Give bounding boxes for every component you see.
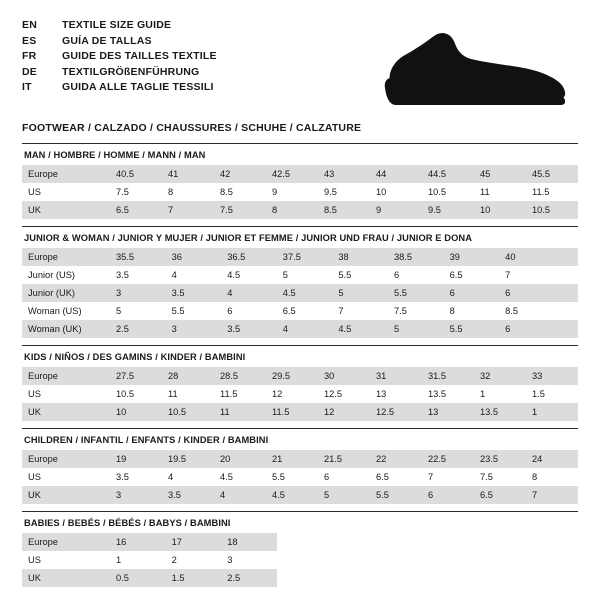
size-cell: 24	[526, 450, 578, 468]
language-code: DE	[22, 65, 37, 78]
table-row	[22, 320, 578, 338]
table-row	[22, 533, 578, 551]
size-cell: 2.5	[221, 569, 277, 587]
size-cell: 10.5	[428, 186, 447, 197]
size-cell: 3.5	[221, 320, 277, 338]
size-cell: 10.5	[116, 388, 135, 399]
language-row	[22, 80, 217, 96]
size-cell: 4.5	[227, 269, 241, 280]
size-cell: 31.5	[422, 367, 474, 385]
size-cell: 31	[370, 367, 422, 385]
size-cell: 11.5	[532, 186, 550, 197]
table-row	[22, 468, 578, 486]
dress-shoe-icon	[372, 28, 572, 106]
size-cell: 4	[277, 320, 333, 338]
size-cell: 32	[474, 367, 526, 385]
size-cell: 12	[318, 403, 370, 421]
block-heading: CHILDREN / INFANTIL / ENFANTS / KINDER / BAMBINI	[22, 428, 578, 450]
size-cell: 6.5	[376, 471, 389, 482]
size-cell: 36.5	[221, 248, 277, 266]
size-cell: 44.5	[422, 165, 474, 183]
size-cell: 7	[162, 201, 214, 219]
size-cell: 11	[168, 388, 178, 399]
size-cell: 33	[526, 367, 578, 385]
size-cell: 7	[526, 486, 578, 504]
size-cell: 8	[266, 201, 318, 219]
size-cell: 9.5	[422, 201, 474, 219]
size-cell: 6	[324, 471, 330, 482]
size-cell: 13.5	[428, 388, 447, 399]
size-cell: 22	[370, 450, 422, 468]
size-cell: 5.5	[388, 284, 444, 302]
size-cell: 13.5	[474, 403, 526, 421]
size-cell: 4	[171, 269, 177, 280]
size-cell: 19	[110, 450, 162, 468]
size-cell: 11.5	[220, 388, 238, 399]
table-row	[22, 551, 578, 569]
size-cell: 8.5	[220, 186, 233, 197]
size-cell: 8	[168, 186, 174, 197]
size-cell: 42	[214, 165, 266, 183]
size-cell: 10.5	[162, 403, 214, 421]
size-cell: 7	[505, 269, 511, 280]
size-cell: 4	[214, 486, 266, 504]
size-cell: 5	[116, 305, 122, 316]
size-cell: 12	[272, 388, 283, 399]
size-cell: 11.5	[266, 403, 318, 421]
table-row	[22, 201, 578, 219]
size-cell: 7.5	[480, 471, 493, 482]
row-label: US	[28, 388, 41, 399]
size-cell: 10	[474, 201, 526, 219]
size-cell: 6	[499, 320, 555, 338]
size-cell: 5.5	[338, 269, 352, 280]
size-block-man	[22, 143, 578, 219]
size-cell: 7	[428, 471, 434, 482]
size-cell: 6	[393, 269, 400, 280]
row-label: US	[28, 186, 41, 197]
size-cell: 5.5	[444, 320, 500, 338]
language-row	[22, 34, 217, 50]
table-row	[22, 302, 578, 320]
size-cell: 4.5	[266, 486, 318, 504]
size-cell: 5.5	[171, 305, 185, 316]
language-title-list	[22, 18, 217, 96]
size-cell: 2	[171, 554, 177, 565]
size-cell: 20	[214, 450, 266, 468]
size-cell: 40.5	[110, 165, 162, 183]
row-label: Europe	[22, 533, 110, 551]
size-cell: 3.5	[116, 471, 129, 482]
size-cell: 3	[166, 320, 222, 338]
size-cell: 17	[166, 533, 222, 551]
size-cell: 0.5	[110, 569, 166, 587]
table-row	[22, 486, 578, 504]
size-cell: 4	[221, 284, 277, 302]
size-cell: 40	[499, 248, 555, 266]
size-cell: 7	[338, 305, 344, 316]
language-row	[22, 18, 217, 34]
row-label: Europe	[22, 450, 110, 468]
size-cell: 5.5	[370, 486, 422, 504]
size-cell: 39	[444, 248, 500, 266]
size-cell: 29.5	[266, 367, 318, 385]
size-cell: 45.5	[526, 165, 578, 183]
size-cell: 37.5	[277, 248, 333, 266]
row-label: Europe	[22, 248, 110, 266]
size-cell: 13	[422, 403, 474, 421]
language-title: TEXTILGRÖßENFÜHRUNG	[62, 65, 200, 78]
size-block-babies	[22, 511, 578, 587]
size-cell: 44	[370, 165, 422, 183]
row-label: UK	[22, 201, 110, 219]
table-row	[22, 284, 578, 302]
table-row	[22, 403, 578, 421]
row-label: Woman (UK)	[22, 320, 110, 338]
language-title: GUIDA ALLE TAGLIE TESSILI	[62, 81, 214, 94]
size-cell: 38	[332, 248, 388, 266]
table-row	[22, 367, 578, 385]
size-cell: 9	[370, 201, 422, 219]
size-cell: 2.5	[110, 320, 166, 338]
size-cell: 8.5	[318, 201, 370, 219]
language-code: IT	[22, 81, 32, 94]
table-row	[22, 165, 578, 183]
size-cell: 16	[110, 533, 166, 551]
block-heading: BABIES / BEBÉS / BÉBÉS / BABYS / BAMBINI	[22, 511, 578, 533]
size-cell: 8	[532, 471, 538, 482]
size-cell: 27.5	[110, 367, 162, 385]
language-row	[22, 65, 217, 81]
size-cell: 38.5	[388, 248, 444, 266]
language-title: GUÍA DE TALLAS	[62, 34, 152, 47]
size-cell: 28	[162, 367, 214, 385]
size-cell: 7.5	[214, 201, 266, 219]
size-cell: 10	[376, 186, 387, 197]
size-table-man	[22, 165, 578, 219]
table-row	[22, 266, 578, 284]
table-row	[22, 569, 578, 587]
size-cell: 36	[166, 248, 222, 266]
size-cell: 6	[444, 284, 500, 302]
size-cell: 5	[282, 269, 288, 280]
size-cell: 6.5	[449, 269, 463, 280]
header	[22, 18, 578, 106]
size-cell: 3	[110, 486, 162, 504]
size-cell: 19.5	[162, 450, 214, 468]
size-cell: 45	[474, 165, 526, 183]
size-cell: 6.5	[282, 305, 296, 316]
size-cell: 10.5	[526, 201, 578, 219]
row-label: Junior (UK)	[22, 284, 110, 302]
size-cell: 23.5	[474, 450, 526, 468]
size-cell: 6	[227, 305, 233, 316]
size-cell: 12.5	[370, 403, 422, 421]
table-row	[22, 183, 578, 201]
category-title: FOOTWEAR / CALZADO / CHAUSSURES / SCHUHE / CALZATURE	[22, 122, 362, 134]
size-cell: 11	[214, 403, 266, 421]
block-heading: KIDS / NIÑOS / DES GAMINS / KINDER / BAMBINI	[22, 345, 578, 367]
size-cell: 1.5	[532, 388, 545, 399]
size-cell: 9	[272, 186, 278, 197]
size-cell: 5	[318, 486, 370, 504]
row-label: US	[28, 471, 41, 482]
size-table-children	[22, 450, 578, 504]
size-cell: 1.5	[166, 569, 222, 587]
size-cell: 4.5	[332, 320, 388, 338]
language-title: TEXTILE SIZE GUIDE	[62, 19, 172, 31]
size-table-kids	[22, 367, 578, 421]
size-cell: 30	[318, 367, 370, 385]
size-cell: 4.5	[277, 284, 333, 302]
size-cell: 9.5	[324, 186, 337, 197]
size-cell: 5	[388, 320, 444, 338]
row-label: Woman (US)	[28, 305, 82, 316]
size-cell: 1	[480, 388, 486, 399]
size-cell: 5	[332, 284, 388, 302]
size-cell: 7.5	[393, 305, 407, 316]
table-row	[22, 450, 578, 468]
size-cell: 11	[480, 186, 490, 197]
size-cell: 21.5	[318, 450, 370, 468]
row-label: Europe	[22, 367, 110, 385]
size-cell: 18	[221, 533, 277, 551]
block-heading: JUNIOR & WOMAN / JUNIOR Y MUJER / JUNIOR ET FEMME / JUNIOR UND FRAU / JUNIOR E DONA	[22, 226, 578, 248]
size-cell: 10	[110, 403, 162, 421]
size-cell: 6.5	[110, 201, 162, 219]
size-cell: 22.5	[422, 450, 474, 468]
row-label: UK	[22, 403, 110, 421]
size-cell: 28.5	[214, 367, 266, 385]
size-cell: 42.5	[266, 165, 318, 183]
row-label: US	[28, 554, 41, 565]
size-cell: 12.5	[324, 388, 343, 399]
language-code: EN	[22, 19, 37, 31]
size-cell: 4	[168, 471, 174, 482]
size-block-children	[22, 428, 578, 504]
size-cell: 21	[266, 450, 318, 468]
size-table-babies	[22, 533, 578, 587]
size-cell: 7.5	[116, 186, 129, 197]
row-label: UK	[22, 569, 110, 587]
size-cell: 6.5	[474, 486, 526, 504]
size-cell: 3	[110, 284, 166, 302]
size-cell: 1	[116, 554, 122, 565]
row-label: Junior (US)	[28, 269, 76, 280]
size-cell: 1	[526, 403, 578, 421]
table-row	[22, 385, 578, 403]
size-cell: 3.5	[162, 486, 214, 504]
size-cell: 3.5	[116, 269, 129, 280]
size-cell: 43	[318, 165, 370, 183]
size-cell: 35.5	[110, 248, 166, 266]
row-label: UK	[22, 486, 110, 504]
size-block-junior-woman	[22, 226, 578, 338]
size-cell: 41	[162, 165, 214, 183]
table-row	[22, 248, 578, 266]
size-block-kids	[22, 345, 578, 421]
size-cell: 6	[422, 486, 474, 504]
size-table-junior-woman	[22, 248, 578, 338]
size-cell: 4.5	[220, 471, 233, 482]
language-code: FR	[22, 50, 37, 63]
size-cell: 3.5	[166, 284, 222, 302]
language-code: ES	[22, 34, 37, 47]
language-title: GUIDE DES TAILLES TEXTILE	[62, 50, 217, 63]
size-cell: 13	[376, 388, 387, 399]
language-row	[22, 49, 217, 65]
size-cell: 5.5	[272, 471, 285, 482]
size-cell: 6	[499, 284, 555, 302]
row-label: Europe	[22, 165, 110, 183]
block-heading: MAN / HOMBRE / HOMME / MANN / MAN	[22, 143, 578, 165]
size-cell: 8.5	[505, 305, 519, 316]
size-cell: 3	[227, 554, 233, 565]
size-cell: 8	[449, 305, 455, 316]
